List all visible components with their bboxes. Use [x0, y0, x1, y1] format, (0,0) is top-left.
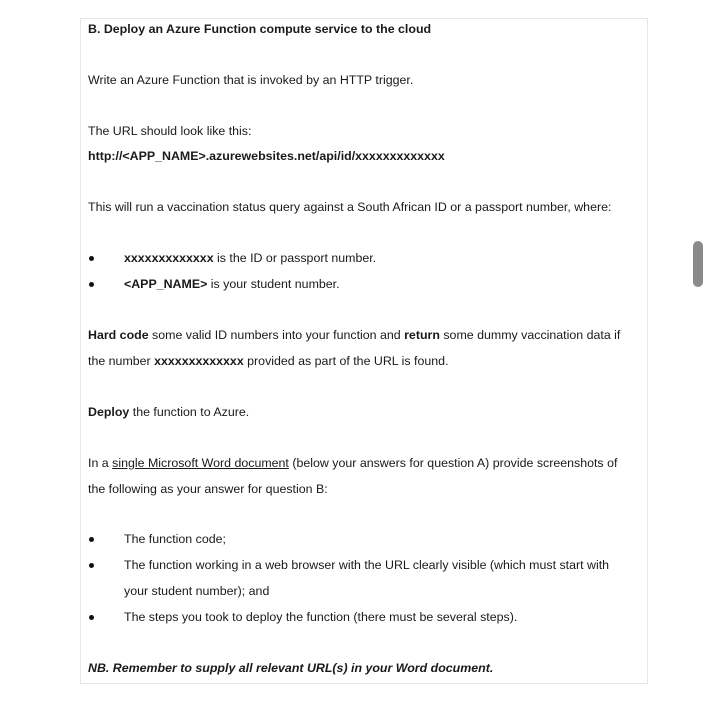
where-item-id: [124, 250, 376, 266]
bold-return: return: [404, 328, 440, 342]
section-heading: B. Deploy an Azure Function compute service to the cloud: [88, 22, 432, 36]
bullet-icon: [89, 537, 94, 542]
bullet-icon: [89, 256, 94, 261]
text-segment: In a: [88, 456, 113, 470]
bold-deploy: Deploy: [88, 405, 130, 419]
text-segment: some valid ID numbers into your function and: [148, 328, 405, 342]
bullet-icon: [89, 615, 94, 620]
paragraph-url-intro: The URL should look like this:: [88, 124, 252, 138]
paragraph-hardcode-line1: [88, 327, 620, 343]
bold-hard-code: Hard code: [88, 328, 149, 342]
paragraph-write-function: Write an Azure Function that is invoked by an HTTP trigger.: [88, 73, 414, 87]
paragraph-deploy: [88, 404, 249, 420]
bold-id-code: xxxxxxxxxxxxx: [154, 354, 244, 368]
where-item-code: xxxxxxxxxxxxx: [124, 251, 214, 265]
paragraph-query: This will run a vaccination status query against a South African ID or a passport number, where:: [88, 200, 612, 214]
text-segment: (below your answers for question A) provide screenshots of: [288, 456, 618, 470]
nb-note: NB. Remember to supply all relevant URL(s) in your Word document.: [88, 661, 494, 675]
paragraph-word-line2: the following as your answer for question B:: [88, 482, 328, 496]
url-example: http://<APP_NAME>.azurewebsites.net/api/id/xxxxxxxxxxxxx: [88, 149, 445, 163]
text-segment: the function to Azure.: [129, 405, 250, 419]
text-segment: provided as part of the URL is found.: [243, 354, 449, 368]
bullet-icon: [89, 282, 94, 287]
paragraph-word-line1: [88, 455, 617, 471]
answer-item-browser-line1: The function working in a web browser with the URL clearly visible (which must start with: [124, 558, 610, 572]
document-page: [80, 18, 648, 684]
scrollbar-thumb[interactable]: [693, 241, 703, 287]
text-segment: the number: [88, 354, 155, 368]
paragraph-hardcode-line2: [88, 353, 449, 369]
bullet-icon: [89, 563, 94, 568]
answer-item-deploy-steps: The steps you took to deploy the function (there must be several steps).: [124, 610, 518, 624]
where-item-text: is the ID or passport number.: [213, 251, 377, 265]
text-segment: some dummy vaccination data if: [439, 328, 621, 342]
answer-item-function-code: The function code;: [124, 532, 226, 546]
where-item-text: is your student number.: [207, 277, 340, 291]
where-item-app-name: [124, 276, 340, 292]
underlined-word-document: single Microsoft Word document: [112, 456, 289, 470]
answer-item-browser-line2: your student number); and: [124, 584, 270, 598]
where-item-code: <APP_NAME>: [124, 277, 208, 291]
